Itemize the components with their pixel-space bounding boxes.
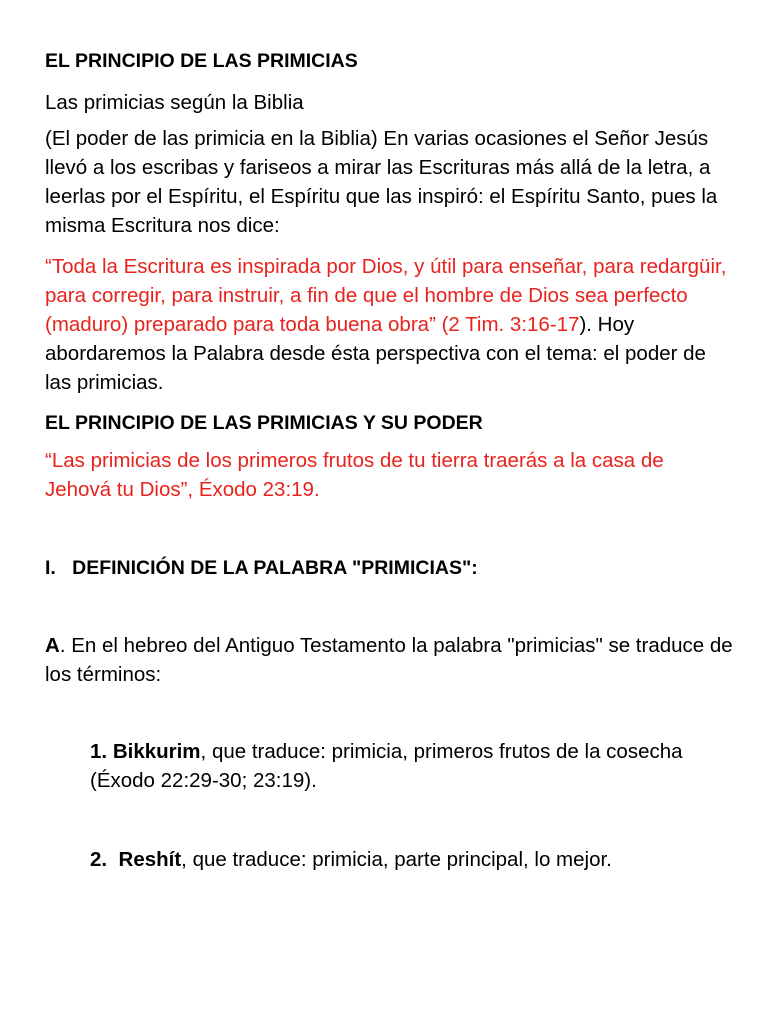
list-item-bikkurim	[90, 737, 730, 795]
quote-paragraph	[45, 252, 735, 397]
exodus-quote: “Las primicias de los primeros frutos de tu tierra traerás a la casa de Jehová tu Dios”, Éxodo 23:19.	[45, 449, 664, 501]
point-a-text: . En el hebreo del Antiguo Testamento la palabra "primicias" se traduce de los términos:	[45, 634, 733, 686]
item-text: , que traduce: primicia, parte principal, lo mejor.	[181, 848, 612, 871]
item-term: Bikkurim	[112, 740, 201, 763]
list-item-reshit	[90, 845, 730, 874]
intro-paragraph: (El poder de las primicia en la Biblia) En varias ocasiones el Señor Jesús llevó a los escribas y fariseos a mirar las Escrituras más allá de la letra, a leerlas por el Espíritu, el Espíritu que las inspiró: el Espíritu Santo, pues la misma Escritura nos dice:	[45, 127, 718, 237]
scripture-quote: “Toda la Escritura es inspirada por Dios, y útil para enseñar, para redargüir, para corregir, para instruir, a fin de que el hombre de Dios sea perfecto (maduro) preparado para toda buena obra” (2 Tim. 3:16-17	[45, 255, 727, 336]
main-heading: EL PRINCIPIO DE LAS PRIMICIAS	[45, 50, 358, 72]
item-number: 1.	[90, 740, 108, 763]
item-number: 2.	[90, 848, 108, 871]
item-text: , que traduce: primicia, primeros frutos de la cosecha (Éxodo 22:29-30; 23:19).	[90, 740, 683, 792]
section-number: I.	[45, 557, 56, 579]
definition-heading	[45, 555, 735, 581]
quote-continuation: ). Hoy abordaremos la Palabra desde ésta perspectiva con el tema: el poder de las primicias.	[45, 313, 706, 394]
point-a-paragraph	[45, 631, 735, 689]
point-letter: A	[45, 634, 60, 657]
section-title: DEFINICIÓN DE LA PALABRA "PRIMICIAS":	[72, 557, 478, 579]
section-heading: EL PRINCIPIO DE LAS PRIMICIAS Y SU PODER	[45, 412, 483, 434]
item-term: Reshít	[118, 848, 182, 871]
subtitle: Las primicias según la Biblia	[45, 91, 304, 114]
